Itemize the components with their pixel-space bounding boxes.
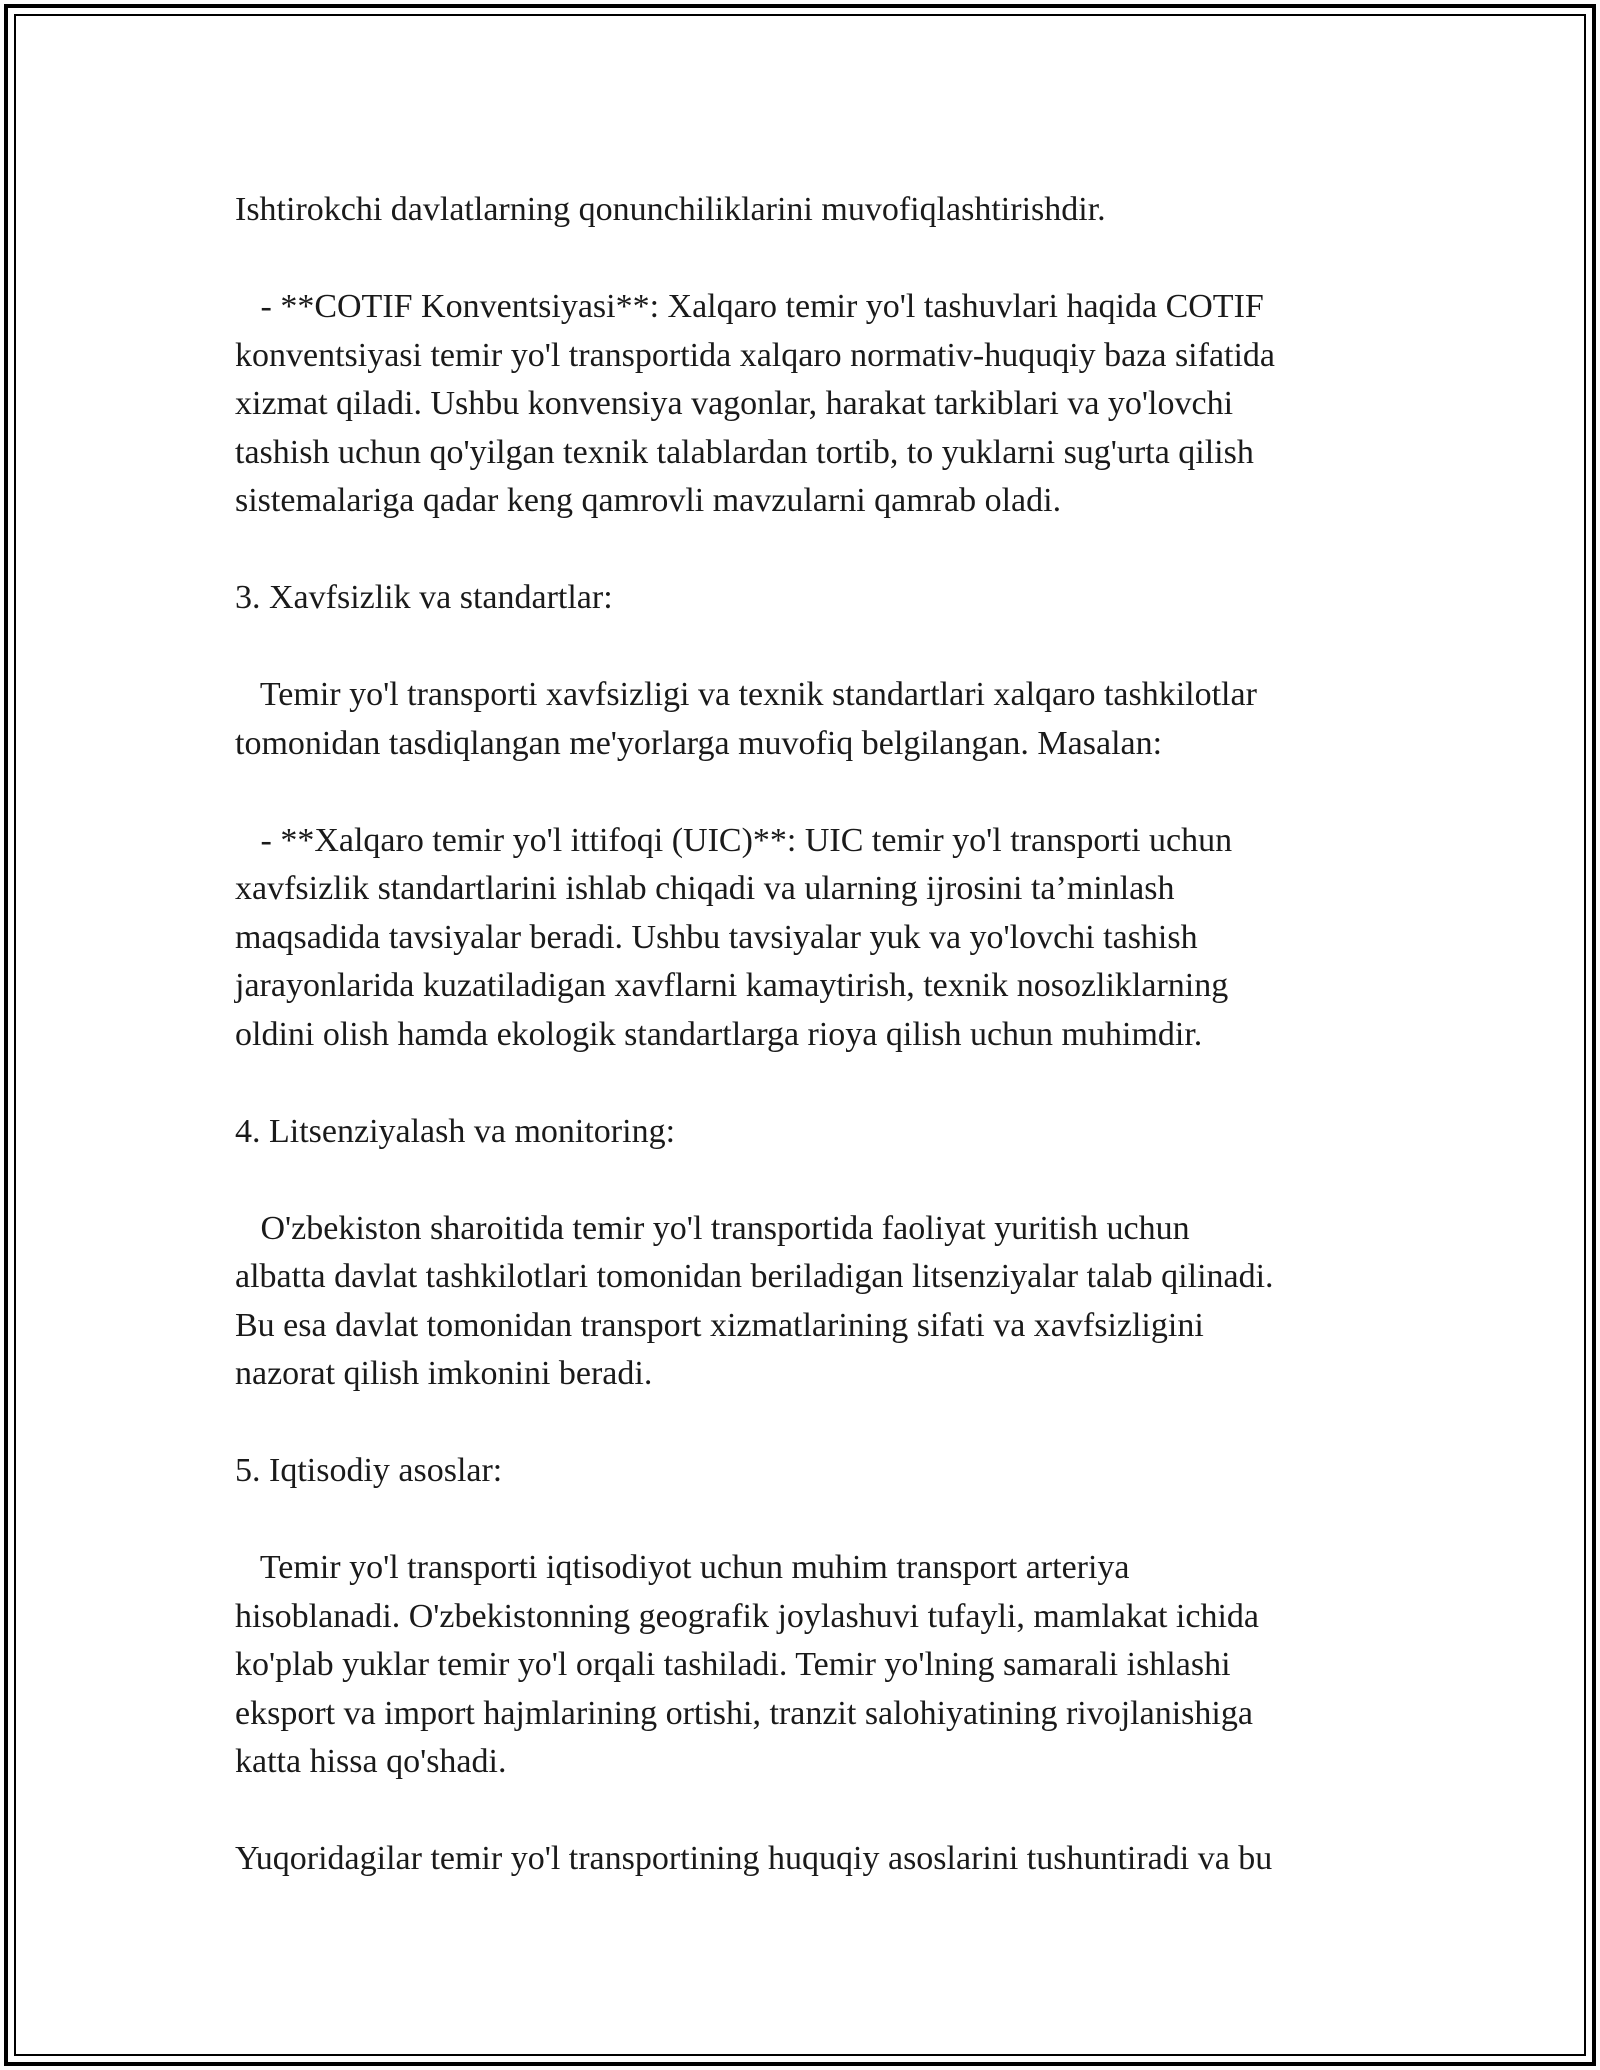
text-line: katta hissa qo'shadi. xyxy=(235,1743,507,1780)
text-line: xizmat qiladi. Ushbu konvensiya vagonlar, harakat tarkiblari va yo'lovchi xyxy=(235,385,1234,422)
text-line: tashish uchun qo'yilgan texnik talablardan tortib, to yuklarni sug'urta qilish xyxy=(235,433,1254,471)
blank-line xyxy=(235,1399,1385,1448)
blank-line xyxy=(235,768,1385,817)
text-line: O'zbekiston sharoitida temir yo'l transportida faoliyat yuritish uchun xyxy=(235,1209,1190,1247)
text-line: Bu esa davlat tomonidan transport xizmatlarining sifati va xavfsizligini xyxy=(235,1306,1204,1344)
document-body xyxy=(235,186,1385,1884)
text-line: tomonidan tasdiqlangan me'yorlarga muvofiq belgilangan. Masalan: xyxy=(235,724,1163,762)
text-line: sistemalariga qadar keng qamrovli mavzularni qamrab oladi. xyxy=(235,482,1062,519)
text-line: maqsadida tavsiyalar beradi. Ushbu tavsiyalar yuk va yo'lovchi tashish xyxy=(235,918,1198,956)
blank-line xyxy=(235,235,1385,284)
text-line: eksport va import hajmlarining ortishi, tranzit salohiyatining rivojlanishiga xyxy=(235,1694,1253,1732)
blank-line xyxy=(235,1059,1385,1108)
text-line: Yuqoridagilar temir yo'l transportining huquqiy asoslarini tushuntiradi va bu xyxy=(235,1840,1273,1877)
section-heading: 5. Iqtisodiy asoslar: xyxy=(235,1452,503,1489)
blank-line xyxy=(235,1787,1385,1836)
text-line: oldini olish hamda ekologik standartlarga rioya qilish uchun muhimdir. xyxy=(235,1015,1203,1053)
blank-line xyxy=(235,526,1385,575)
blank-line xyxy=(235,623,1385,672)
text-line: Temir yo'l transporti xavfsizligi va texnik standartlari xalqaro tashkilotlar xyxy=(235,676,1257,713)
text-line: nazorat qilish imkonini beradi. xyxy=(235,1355,653,1392)
text-line: Temir yo'l transporti iqtisodiyot uchun muhim transport arteriya xyxy=(235,1549,1130,1586)
text-line: ko'plab yuklar temir yo'l orqali tashiladi. Temir yo'lning samarali ishlashi xyxy=(235,1646,1231,1683)
text-line: Ishtirokchi davlatlarning qonunchiliklarini muvofiqlashtirishdir. xyxy=(235,191,1106,228)
section-heading: 3. Xavfsizlik va standartlar: xyxy=(235,579,613,616)
section-heading: 4. Litsenziyalash va monitoring: xyxy=(235,1112,676,1150)
text-line: hisoblanadi. O'zbekistonning geografik joylashuvi tufayli, mamlakat ichida xyxy=(235,1597,1260,1635)
text-line: - **COTIF Konventsiyasi**: Xalqaro temir yo'l tashuvlari haqida COTIF xyxy=(235,288,1264,325)
text-line: xavfsizlik standartlarini ishlab chiqadi va ularning ijrosini ta’minlash xyxy=(235,870,1175,907)
text-line: konventsiyasi temir yo'l transportida xalqaro normativ-huquqiy baza sifatida xyxy=(235,336,1276,374)
text-line: - **Xalqaro temir yo'l ittifoqi (UIC)**: UIC temir yo'l transporti uchun xyxy=(235,821,1233,859)
text-line: albatta davlat tashkilotlari tomonidan beriladigan litsenziyalar talab qilinadi. xyxy=(235,1258,1274,1295)
text-line: jarayonlarida kuzatiladigan xavflarni kamaytirish, texnik nosozliklarning xyxy=(235,967,1229,1004)
blank-line xyxy=(235,1156,1385,1205)
blank-line xyxy=(235,1496,1385,1545)
